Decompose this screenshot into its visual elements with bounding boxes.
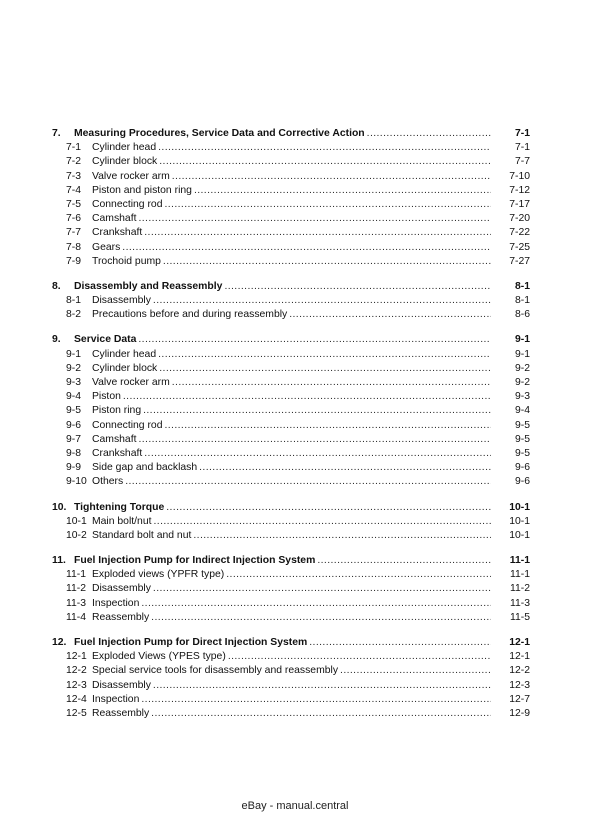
section-heading — [52, 636, 530, 650]
section-number: 9. — [52, 334, 61, 346]
entry-number: 7-4 — [66, 184, 82, 196]
entry-page: 9-6 — [514, 476, 530, 488]
dot-leader — [158, 348, 491, 362]
entry-label: Cylinder block — [92, 362, 158, 374]
entry-number: 9-3 — [66, 377, 82, 388]
toc-entry — [52, 419, 530, 433]
section-title: Fuel Injection Pump for Direct Injection System — [74, 637, 308, 648]
section-title: Measuring Procedures, Service Data and Corrective Action — [74, 128, 365, 139]
entry-label: Reassembly — [92, 611, 150, 623]
section-heading — [52, 280, 530, 294]
dot-leader — [153, 679, 491, 693]
dot-leader — [164, 198, 491, 212]
section-number: 10. — [52, 501, 67, 513]
section-number: 11. — [52, 555, 66, 567]
entry-number: 9-6 — [66, 419, 82, 431]
toc-entry — [52, 461, 530, 475]
entry-label: Valve rocker arm — [92, 377, 170, 388]
entry-label: Gears — [92, 241, 121, 253]
entry-page: 7-17 — [509, 198, 530, 210]
entry-number: 12-2 — [66, 665, 87, 677]
entry-number: 7-8 — [66, 241, 82, 253]
entry-number: 9-4 — [66, 391, 82, 403]
entry-label: Piston and piston ring — [92, 184, 192, 196]
entry-page: 7-22 — [509, 227, 530, 239]
entry-page: 11-3 — [509, 597, 530, 609]
dot-leader — [151, 611, 491, 625]
toc-entry — [52, 255, 530, 269]
entry-label: Disassembly — [92, 295, 151, 307]
toc-entry — [52, 170, 530, 184]
entry-number: 11-1 — [66, 569, 87, 581]
toc-entry — [52, 568, 530, 582]
entry-page: 9-3 — [514, 391, 530, 403]
dot-leader — [144, 226, 491, 240]
section-title: Fuel Injection Pump for Indirect Injection System — [74, 555, 316, 567]
toc-entry — [52, 693, 530, 707]
toc-entry — [52, 212, 530, 226]
section-heading — [52, 127, 530, 141]
entry-label: Piston — [92, 391, 121, 403]
dot-leader — [141, 597, 491, 611]
entry-page: 7-25 — [509, 241, 530, 253]
section-number: 12. — [52, 637, 67, 648]
toc-entry — [52, 198, 530, 212]
entry-page: 8-6 — [514, 309, 530, 321]
entry-number: 11-4 — [66, 611, 87, 623]
entry-number: 10-2 — [66, 529, 87, 541]
entry-label: Disassembly — [92, 583, 151, 595]
dot-leader — [141, 693, 491, 707]
entry-number: 7-2 — [66, 156, 82, 168]
entry-page: 7-7 — [514, 156, 530, 168]
toc-entry — [52, 611, 530, 625]
dot-leader — [226, 568, 491, 582]
entry-number: 7-5 — [66, 198, 82, 210]
entry-number: 9-7 — [66, 433, 82, 445]
toc-entry — [52, 447, 530, 461]
entry-number: 12-1 — [66, 651, 87, 663]
entry-number: 9-1 — [66, 348, 82, 360]
entry-page: 9-2 — [514, 362, 530, 374]
section-heading — [52, 333, 530, 347]
toc-entry — [52, 226, 530, 240]
dot-leader — [289, 308, 491, 322]
section-number: 8. — [52, 280, 61, 292]
toc-entry — [52, 390, 530, 404]
entry-number: 7-7 — [66, 227, 82, 239]
dot-leader — [309, 636, 491, 650]
entry-label: Exploded Views (YPES type) — [92, 651, 226, 663]
entry-label: Connecting rod — [92, 419, 163, 431]
entry-number: 7-1 — [66, 142, 82, 154]
section-title: Service Data — [74, 334, 137, 346]
entry-label: Cylinder block — [92, 156, 158, 168]
entry-number: 7-3 — [66, 170, 82, 182]
entry-label: Cylinder head — [92, 142, 157, 154]
entry-number: 9-10 — [66, 476, 87, 488]
dot-leader — [154, 515, 492, 529]
dot-leader — [172, 170, 491, 184]
entry-page: 12-9 — [509, 707, 530, 719]
toc-entry — [52, 155, 530, 169]
dot-leader — [123, 390, 491, 404]
entry-page: 12-3 — [509, 679, 530, 691]
entry-page: 8-1 — [514, 295, 530, 307]
entry-page: 9-5 — [514, 419, 530, 431]
entry-number: 8-1 — [66, 295, 82, 307]
dot-leader — [166, 501, 491, 515]
entry-number: 9-9 — [66, 462, 82, 474]
toc-section — [52, 280, 530, 323]
dot-leader — [122, 241, 491, 255]
section-page: 7-1 — [514, 128, 530, 139]
dot-leader — [199, 461, 491, 475]
toc-entry — [52, 308, 530, 322]
dot-leader — [159, 155, 491, 169]
table-of-contents — [52, 127, 530, 732]
entry-number: 11-3 — [66, 597, 87, 609]
toc-entry — [52, 597, 530, 611]
dot-leader — [138, 212, 491, 226]
entry-page: 12-1 — [509, 651, 530, 663]
toc-entry — [52, 362, 530, 376]
entry-label: Inspection — [92, 693, 140, 705]
entry-page: 9-5 — [514, 447, 530, 459]
entry-label: Main bolt/nut — [92, 515, 152, 527]
entry-label: Valve rocker arm — [92, 170, 170, 182]
toc-entry — [52, 433, 530, 447]
dot-leader — [125, 475, 491, 489]
toc-entry — [52, 184, 530, 198]
entry-label: Cylinder head — [92, 348, 157, 360]
entry-label: Exploded views (YPFR type) — [92, 569, 225, 581]
entry-number: 7-6 — [66, 213, 82, 225]
section-heading — [52, 501, 530, 515]
toc-entry — [52, 529, 530, 543]
entry-label: Connecting rod — [92, 198, 163, 210]
section-title: Tightening Torque — [74, 501, 165, 513]
entry-label: Camshaft — [92, 433, 137, 445]
dot-leader — [340, 664, 491, 678]
dot-leader — [367, 127, 491, 141]
section-page: 8-1 — [514, 280, 530, 292]
dot-leader — [138, 333, 491, 347]
dot-leader — [224, 280, 491, 294]
toc-entry — [52, 515, 530, 529]
dot-leader — [193, 529, 491, 543]
toc-section — [52, 554, 530, 625]
entry-number: 10-1 — [66, 515, 87, 527]
entry-label: Others — [92, 476, 124, 488]
toc-entry — [52, 707, 530, 721]
toc-entry — [52, 294, 530, 308]
section-page: 12-1 — [509, 637, 530, 648]
entry-page: 7-20 — [509, 213, 530, 225]
toc-entry — [52, 404, 530, 418]
dot-leader — [153, 294, 491, 308]
entry-page: 7-27 — [509, 255, 530, 267]
section-page: 9-1 — [514, 334, 530, 346]
toc-entry — [52, 664, 530, 678]
dot-leader — [144, 447, 491, 461]
dot-leader — [159, 362, 491, 376]
entry-number: 7-9 — [66, 255, 82, 267]
entry-label: Crankshaft — [92, 227, 143, 239]
entry-page: 11-1 — [509, 569, 530, 581]
dot-leader — [172, 376, 491, 390]
dot-leader — [158, 141, 491, 155]
entry-page: 11-2 — [509, 583, 530, 595]
entry-label: Piston ring — [92, 405, 142, 417]
entry-page: 9-2 — [514, 377, 530, 388]
section-number: 7. — [52, 128, 61, 139]
entry-number: 8-2 — [66, 309, 82, 321]
entry-page: 11-5 — [509, 611, 530, 623]
entry-page: 9-1 — [514, 348, 530, 360]
entry-label: Reassembly — [92, 707, 150, 719]
entry-number: 11-2 — [66, 583, 87, 595]
dot-leader — [153, 582, 491, 596]
entry-page: 9-4 — [514, 405, 530, 417]
section-title: Disassembly and Reassembly — [74, 280, 223, 292]
toc-entry — [52, 348, 530, 362]
toc-section — [52, 333, 530, 489]
entry-label: Trochoid pump — [92, 255, 161, 267]
dot-leader — [194, 184, 491, 198]
entry-label: Side gap and backlash — [92, 462, 198, 474]
entry-page: 12-2 — [509, 665, 530, 677]
toc-section — [52, 501, 530, 544]
entry-label: Crankshaft — [92, 447, 143, 459]
dot-leader — [228, 650, 491, 664]
dot-leader — [143, 404, 491, 418]
toc-section — [52, 127, 530, 269]
dot-leader — [163, 255, 491, 269]
entry-page: 9-6 — [514, 462, 530, 474]
entry-number: 12-3 — [66, 679, 87, 691]
entry-label: Standard bolt and nut — [92, 529, 192, 541]
section-page: 11-1 — [509, 555, 530, 567]
entry-page: 10-1 — [509, 515, 530, 527]
entry-page: 10-1 — [509, 529, 530, 541]
entry-number: 9-5 — [66, 405, 82, 417]
entry-number: 12-4 — [66, 693, 87, 705]
section-page: 10-1 — [509, 501, 530, 513]
dot-leader — [151, 707, 491, 721]
dot-leader — [317, 554, 491, 568]
toc-entry — [52, 241, 530, 255]
dot-leader — [138, 433, 491, 447]
toc-entry — [52, 475, 530, 489]
entry-number: 9-2 — [66, 362, 82, 374]
entry-page: 12-7 — [509, 693, 530, 705]
toc-entry — [52, 679, 530, 693]
toc-entry — [52, 376, 530, 390]
entry-label: Camshaft — [92, 213, 137, 225]
entry-page: 7-12 — [509, 184, 530, 196]
toc-entry — [52, 141, 530, 155]
entry-label: Inspection — [92, 597, 140, 609]
entry-label: Special service tools for disassembly and reassembly — [92, 665, 339, 677]
entry-number: 9-8 — [66, 447, 82, 459]
entry-label: Precautions before and during reassembly — [92, 309, 288, 321]
section-heading — [52, 554, 530, 568]
entry-page: 7-1 — [514, 142, 530, 154]
toc-section — [52, 636, 530, 721]
entry-page: 9-5 — [514, 433, 530, 445]
entry-label: Disassembly — [92, 679, 151, 691]
dot-leader — [164, 419, 491, 433]
toc-entry — [52, 582, 530, 596]
footer-watermark: eBay - manual.central — [241, 800, 349, 812]
entry-page: 7-10 — [509, 170, 530, 182]
toc-entry — [52, 650, 530, 664]
entry-number: 12-5 — [66, 707, 87, 719]
